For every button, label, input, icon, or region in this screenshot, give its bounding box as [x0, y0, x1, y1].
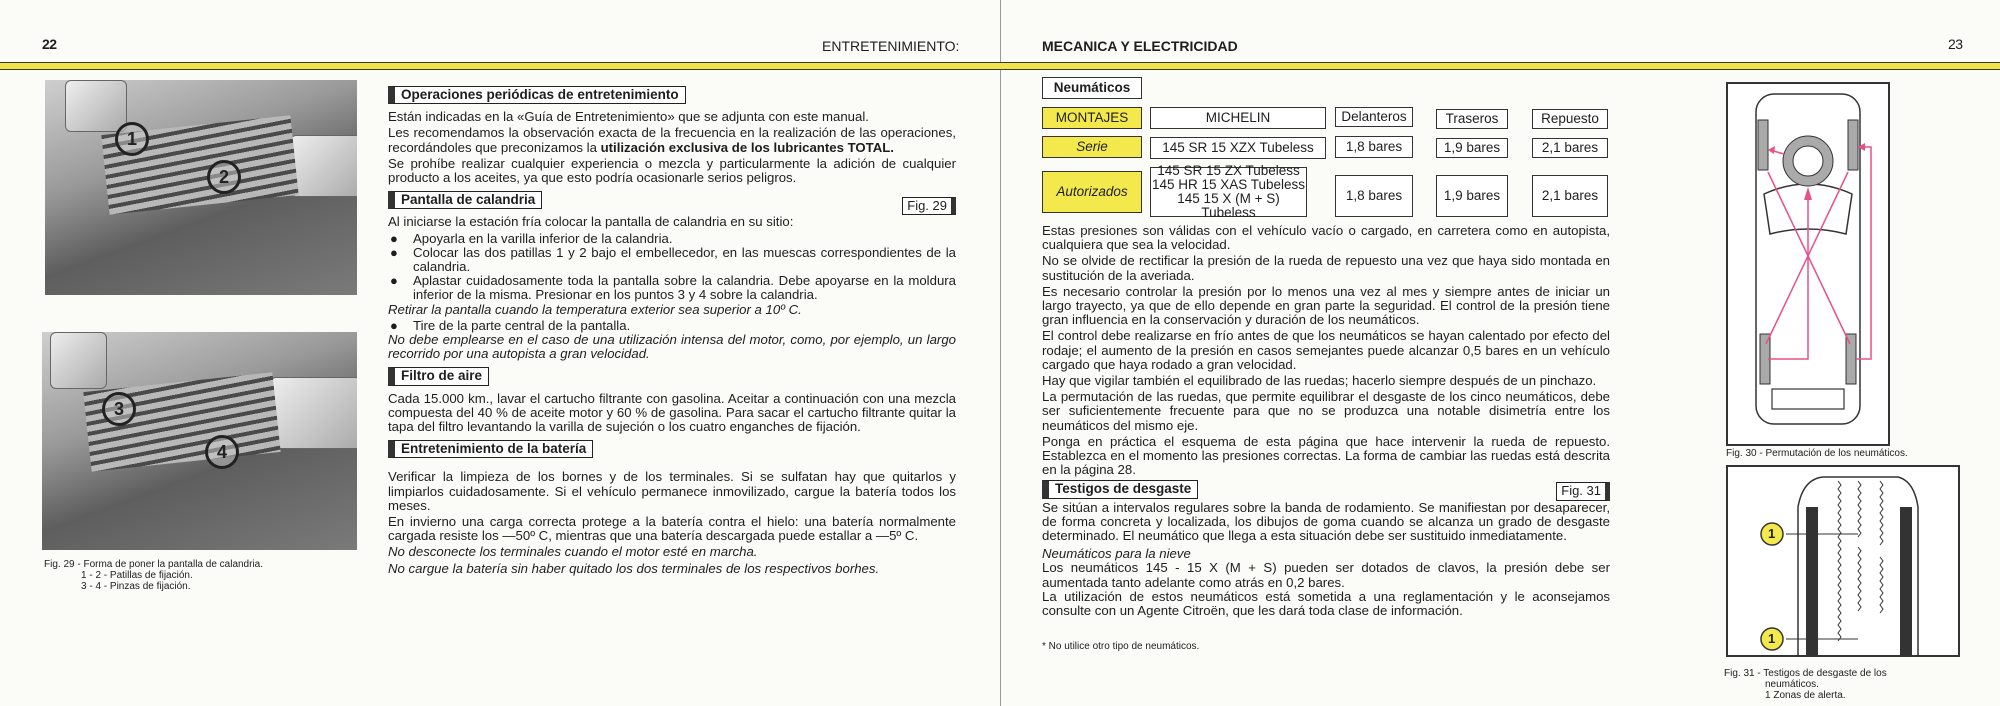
- emphasis-text: utilización exclusiva de los lubricantes TOTAL.: [600, 139, 894, 155]
- photo-grille-bottom: [42, 332, 357, 550]
- photo-grille-top: [45, 80, 357, 295]
- caption-title: Fig. 29 - Forma de poner la pantalla de calandria.: [44, 559, 264, 570]
- alert-callout: 1: [1768, 631, 1776, 646]
- section-heading: Filtro de aire: [388, 367, 489, 385]
- page-number: 23: [1948, 36, 1963, 52]
- fig30-caption: Fig. 30 - Permutación de los neumáticos.: [1726, 448, 1908, 459]
- paragraph: La utilización de estos neumáticos está sometida a una reglamentación y le aconsejamos consulte con un Agente Citroën, que les dará toda clase de información.: [1042, 588, 1610, 619]
- bullet-text: Apoyarla en la varilla inferior de la calandria.: [413, 230, 673, 246]
- fig31-diagram: [1726, 465, 1960, 657]
- pressure-rear: 1,9 bares: [1436, 175, 1508, 217]
- paragraph: Estas presiones son válidas con el vehículo vacío o cargado, en carretera como en autopista, cualquiera que sea la velocidad.: [1042, 223, 1610, 253]
- right-text-column: [1042, 224, 1610, 620]
- paragraph: Verificar la limpieza de los bornes y de los terminales. Si se sulfatan hay que quitarlos y limpiarlos cuidadosamente. Si el vehículo permanece inmovilizado, cargue la batería todos los meses.: [388, 469, 956, 513]
- paragraph: Los neumáticos 145 - 15 X (M + S) pueden ser dotados de clavos, la presión debe ser aumentada tanto adelante como atrás en 0,2 bares.: [1042, 560, 1610, 590]
- paragraph: Al iniciarse la estación fría colocar la pantalla de calandria en su sitio:: [388, 214, 794, 230]
- callout-4: 4: [205, 435, 239, 469]
- paragraph: Se sitúan a intervalos regulares sobre la banda de rodamiento. Se manifiestan por desaparecer, de forma concreta y localizada, los dibujos de goma cuando se alcanza un grado de desgaste determinado. El neumático que llega a esta situación debe ser sustituido inmediatamente.: [1042, 499, 1610, 544]
- caption-title: Fig. 31 - Testigos de desgaste de los: [1724, 668, 1887, 679]
- pressure-rear: 1,9 bares: [1436, 138, 1508, 158]
- section-row: [388, 187, 956, 215]
- bullet-icon: ●: [390, 273, 398, 289]
- header-michelin: MICHELIN: [1150, 107, 1326, 129]
- alert-callout: 1: [1768, 526, 1776, 541]
- header-montajes: MONTAJES: [1042, 107, 1142, 129]
- bullet-text: Colocar las dos patillas 1 y 2 bajo el embellecedor, en las muescas correspondientes de la calandria.: [413, 244, 956, 275]
- fig30-diagram: [1726, 82, 1890, 446]
- right-page: [1000, 0, 2000, 706]
- left-text-column: [388, 82, 956, 578]
- tire-size-list: [1150, 163, 1307, 220]
- paragraph: Es necesario controlar la presión por lo menos una vez al mes y siempre antes de iniciar un largo trayecto, ya que de ello depende en gran parte la seguridad. El control de la presión tiene gran influencia en la conservación y duración de los neumáticos.: [1042, 283, 1610, 328]
- table-title: Neumáticos: [1042, 77, 1142, 99]
- tire-tread-icon: [1728, 467, 1958, 655]
- footnote: * No utilice otro tipo de neumáticos.: [1042, 641, 1200, 652]
- pressure-spare: 2,1 bares: [1532, 138, 1608, 158]
- section-row: [1042, 479, 1610, 500]
- subheading: Neumáticos para la nieve: [1042, 546, 1191, 562]
- running-head: ENTRETENIMIENTO:: [822, 38, 960, 54]
- bullet-text: Tire de la parte central de la pantalla.: [413, 317, 631, 333]
- header-front: Delanteros: [1335, 107, 1413, 127]
- headlamp-left: [50, 332, 107, 389]
- tire-size: 145 SR 15 ZX Tubeless: [1157, 163, 1300, 178]
- italic-note: No cargue la batería sin haber quitado los dos terminales de los respectivos borhes.: [388, 560, 880, 576]
- callout-1: 1: [115, 122, 149, 156]
- italic-note: No debe emplearse en el caso de una utilización intensa del motor, como, por ejemplo, un largo recorrido por una autopista a gran velocidad.: [388, 332, 956, 362]
- bullet-icon: ●: [390, 244, 398, 260]
- section-heading: Entretenimiento de la batería: [388, 440, 593, 458]
- callout-2: 2: [207, 160, 241, 194]
- italic-note: No desconecte los terminales cuando el motor esté en marcha.: [388, 544, 758, 560]
- bullet-item: [388, 319, 956, 333]
- fig31-caption: [1724, 668, 1887, 701]
- car-topview-icon: [1728, 84, 1888, 444]
- fig29-caption: [44, 559, 263, 592]
- bullet-item: [388, 232, 956, 246]
- row-label-serie: Serie: [1042, 136, 1142, 158]
- paragraph: En invierno una carga correcta protege a la batería contra el hielo: una batería normalmente cargada resiste los —50º C, mientras que una batería descargada puede estallar a —5º C.: [388, 514, 956, 544]
- figure-ref: Fig. 31: [1556, 482, 1610, 500]
- caption-item: 3 - 4 - Pinzas de fijación.: [81, 581, 191, 592]
- paragraph: Cada 15.000 km., lavar el cartucho filtrante con gasolina. Aceitar a continuación con una mezcla compuesta del 40 % de aceite motor y 60 % de gasolina. Para sacar el cartucho filtrante quitar la tapa del filtro levantando la varilla de sujeción o los cuatro enganches de fijación.: [388, 390, 956, 435]
- tire-size: 145 15 X (M + S) Tubeless: [1177, 191, 1280, 220]
- header-spare: Repuesto: [1532, 109, 1608, 129]
- paragraph: La permutación de las ruedas, que permite equilibrar el desgaste de los cinco neumáticos, debe ser suficientemente frecuente para que no se produzca una notable disimetría entre los neumáticos del mismo eje.: [1042, 389, 1610, 433]
- caption-item: 1 - 2 - Patillas de fijación.: [81, 570, 193, 581]
- section-heading: Pantalla de calandria: [388, 191, 542, 209]
- caption-line: neumáticos.: [1765, 679, 1819, 690]
- headlamp-right: [290, 135, 357, 197]
- bullet-text: Aplastar cuidadosamente toda la pantalla sobre la calandria. Debe apoyarse en la moldura inferior de la misma. Presionar en los puntos 3 y 4 sobre la calandria.: [413, 273, 956, 303]
- section-heading: Testigos de desgaste: [1042, 480, 1198, 498]
- tire-size: 145 HR 15 XAS Tubeless: [1151, 177, 1306, 192]
- pressure-front: 1,8 bares: [1335, 175, 1413, 217]
- tire-size: 145 SR 15 XZX Tubeless: [1150, 137, 1326, 159]
- running-head: MECANICA Y ELECTRICIDAD: [1042, 38, 1238, 54]
- paragraph-text: Les recomendamos la observación exacta de la frecuencia en la realización de las operaciones, recordándoles que preconizamos la: [388, 125, 956, 155]
- section-heading: Operaciones periódicas de entretenimiento: [388, 86, 686, 104]
- paragraph: Están indicadas en la «Guía de Entretenimiento» que se adjunta con este manual.: [388, 109, 869, 125]
- paragraph: Ponga en práctica el esquema de esta página que hace intervenir la rueda de repuesto. Establezca en el momento las presiones correctas. La forma de cambiar las ruedas está descrita en la página 28.: [1042, 433, 1610, 478]
- paragraph: [388, 126, 956, 154]
- paragraph: El control debe realizarse en frío antes de que los neumáticos se hayan calentado por efecto del rodaje; el aumento de la presión en casos semejantes puede alcanzar 0,5 bares en un vehículo cargado que haya rodado a gran velocidad.: [1042, 328, 1610, 372]
- pressure-spare: 2,1 bares: [1532, 175, 1608, 217]
- header-rule: [1000, 62, 2000, 70]
- caption-item: 1 Zonas de alerta.: [1765, 690, 1846, 701]
- headlamp-left: [65, 80, 127, 132]
- header-rear: Traseros: [1436, 109, 1508, 129]
- bullet-item: [388, 246, 956, 274]
- row-label-autorizados: Autorizados: [1042, 171, 1142, 213]
- headlamp-right: [270, 377, 357, 449]
- callout-3: 3: [102, 392, 136, 426]
- bullet-icon: ●: [390, 230, 398, 246]
- paragraph: Hay que vigilar también el equilibrado de las ruedas; hacerlo siempre después de un pinchazo.: [1042, 373, 1597, 389]
- header-rule: [0, 62, 1000, 70]
- figure-ref: Fig. 29: [902, 197, 956, 215]
- italic-note: Retirar la pantalla cuando la temperatura exterior sea superior a 10º C.: [388, 301, 802, 317]
- paragraph: No se olvide de rectificar la presión de la rueda de repuesto una vez que haya sido montada en sustitución de la averiada.: [1042, 253, 1610, 283]
- bullet-icon: ●: [390, 317, 398, 333]
- pressure-front: 1,8 bares: [1335, 136, 1413, 158]
- page-number: 22: [42, 36, 57, 52]
- paragraph: Se prohíbe realizar cualquier experiencia o mezcla y particularmente la adición de cualquier producto a los aceites, ya que esto podría ocasionarle serios peligros.: [388, 155, 956, 186]
- bullet-item: [388, 274, 956, 302]
